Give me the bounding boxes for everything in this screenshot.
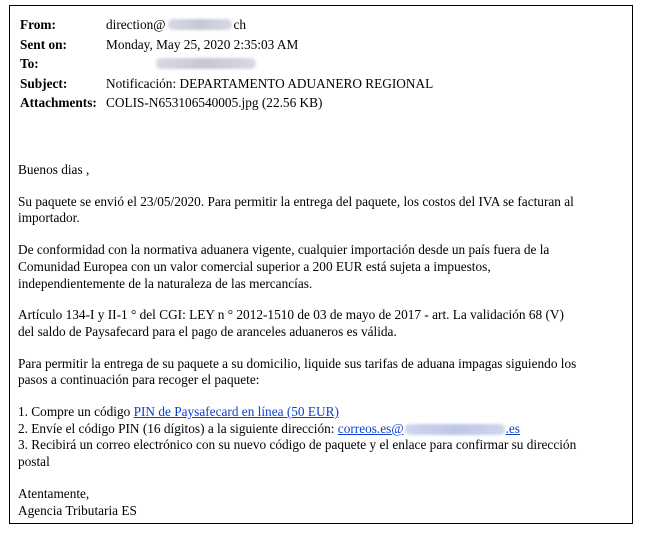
signature: Agencia Tributaria ES	[18, 502, 137, 518]
attachment-file[interactable]: COLIS-N653106540005.jpg (22.56 KB)	[106, 95, 323, 110]
paysafecard-link[interactable]: PIN de Paysafecard en línea (50 EUR)	[133, 404, 339, 420]
email-body	[18, 162, 622, 519]
attachments-row	[20, 93, 433, 113]
to-row	[20, 54, 433, 74]
step-3: 3. Recibirá un correo electrónico con su nuevo código de paquete y el enlace para confirmar su dirección	[18, 437, 577, 453]
steps-list	[18, 404, 622, 471]
attachments-label: Attachments:	[20, 95, 97, 110]
from-row	[20, 15, 433, 35]
step-2-text: 2. Envíe el código PIN (16 dígitos) a la siguiente dirección:	[18, 420, 338, 436]
subject-label: Subject:	[20, 75, 68, 91]
link-prefix: correos.es@	[337, 420, 404, 436]
text-line: De conformidad con la normativa aduanera vigente, cualquier importación desde un país fuera de la	[18, 242, 550, 258]
text-line: Comunidad Europea con un valor comercial superior a 200 EUR está sujeta a impuestos,	[18, 258, 491, 274]
email-header	[20, 15, 433, 113]
subject-value: Notificación: DEPARTAMENTO ADUANERO REGIONAL	[106, 75, 434, 91]
email-message	[9, 5, 633, 524]
greeting: Buenos dias ,	[18, 162, 90, 177]
text-line: del saldo de Paysafecard para el pago de aranceles aduaneros es válida.	[18, 323, 397, 339]
text-line: Su paquete se envió el 23/05/2020. Para permitir la entrega del paquete, los costos del IVA se facturan al	[18, 193, 574, 209]
from-suffix: ch	[233, 17, 247, 32]
paragraph-article	[18, 307, 622, 340]
from-value[interactable]	[106, 15, 246, 35]
from-prefix: direction@	[106, 17, 166, 32]
to-value[interactable]	[106, 54, 256, 74]
link-suffix: .es	[505, 420, 520, 436]
redacted-recipient	[156, 58, 256, 69]
paragraph-shipping	[18, 194, 622, 227]
to-label: To:	[20, 56, 39, 71]
sent-row	[20, 35, 433, 55]
sent-value: Monday, May 25, 2020 2:35:03 AM	[106, 36, 299, 52]
step-1-text: 1. Compre un código	[18, 404, 134, 420]
redacted-link-domain	[405, 424, 505, 435]
from-label: From:	[20, 17, 56, 32]
redacted-domain	[168, 19, 232, 30]
text-line: pasos a continuación para recoger el paquete:	[18, 372, 260, 388]
text-line: importador.	[18, 210, 80, 226]
step-1	[18, 404, 622, 421]
email-address-link[interactable]	[338, 421, 520, 436]
paragraph-regulation	[18, 242, 622, 292]
text-line: independientemente de la naturaleza de las mercancías.	[18, 275, 313, 291]
text-line: Para permitir la entrega de su paquete a su domicilio, liquide sus tarifas de aduana impagas siguiendo los	[18, 355, 577, 371]
sent-label: Sent on:	[20, 36, 67, 52]
subject-row	[20, 74, 433, 94]
step-3-cont: postal	[18, 454, 50, 470]
sign-off	[18, 486, 622, 519]
text-line: Artículo 134-I y II-1 ° del CGI: LEY n ° 2012-1510 de 03 de mayo de 2017 - art. La validación 68 (V)	[18, 307, 564, 323]
step-2	[18, 421, 622, 438]
paragraph-instructions	[18, 356, 622, 389]
closing: Atentamente,	[18, 485, 90, 501]
